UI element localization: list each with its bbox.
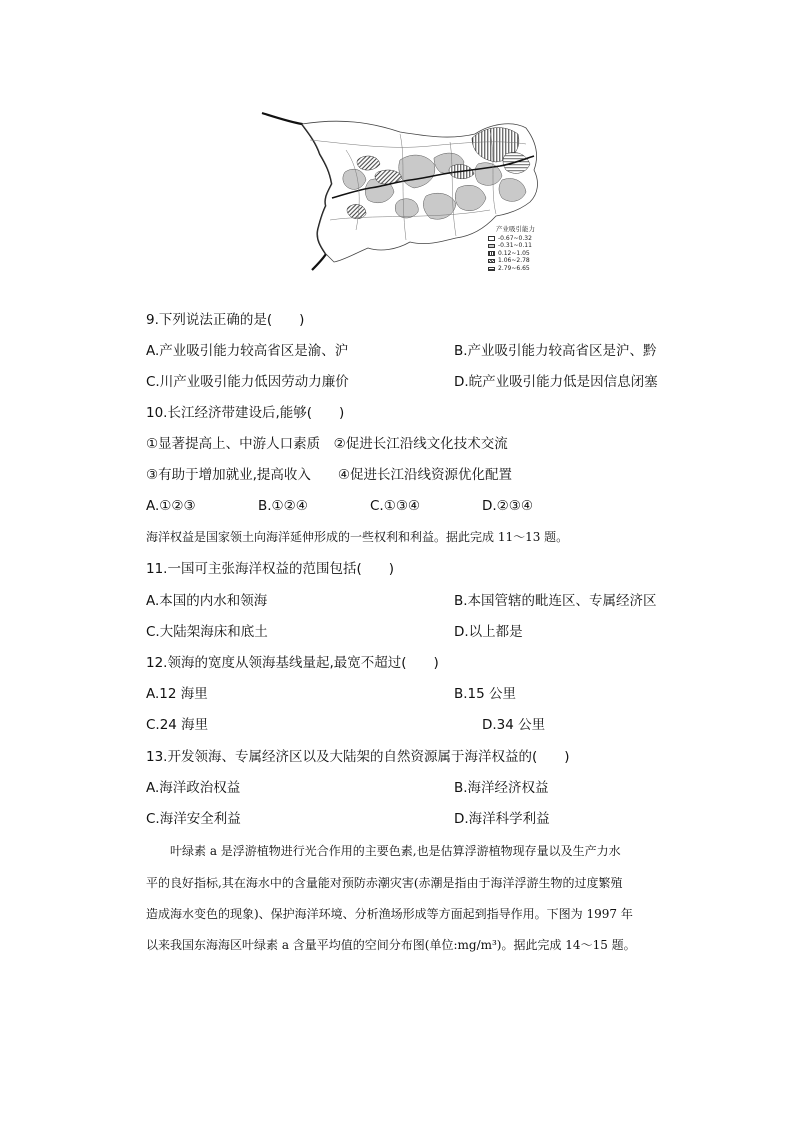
question-9-option-b: B.产业吸引能力较高省区是沪、黔 (454, 343, 657, 359)
question-12-option-d: D.34 公里 (482, 717, 546, 733)
question-10-statements-3-4: ③有助于增加就业,提高收入 ④促进长江沿线资源优化配置 (146, 467, 512, 483)
question-10-statements-1-2: ①显著提高上、中游人口素质 ②促进长江沿线文化技术交流 (146, 436, 508, 452)
question-10-option-a: A.①②③ (146, 498, 196, 514)
legend-label: -0.67~0.32 (498, 234, 532, 242)
passage-chlorophyll-line-4: 以来我国东海海区叶绿素 a 含量平均值的空间分布图(单位:mg/m³)。据此完成 14～15 题。 (146, 938, 636, 952)
legend-swatch (488, 251, 495, 256)
legend-item (488, 257, 535, 265)
legend-swatch (488, 236, 495, 241)
question-13-option-a: A.海洋政治权益 (146, 780, 241, 796)
map-legend (488, 226, 535, 273)
legend-label: 0.12~1.05 (498, 249, 530, 257)
legend-title: 产业吸引能力 (496, 225, 535, 233)
question-12-option-c: C.24 海里 (146, 717, 209, 733)
question-11-option-d: D.以上都是 (454, 624, 523, 640)
legend-item (488, 242, 535, 250)
passage-maritime-rights: 海洋权益是国家领土向海洋延伸形成的一些权利和利益。据此完成 11～13 题。 (146, 530, 569, 544)
legend-item (488, 250, 535, 258)
question-10-stem: 10.长江经济带建设后,能够( ) (146, 405, 345, 421)
question-9-option-c: C.川产业吸引能力低因劳动力廉价 (146, 374, 349, 390)
question-12-stem: 12.领海的宽度从领海基线量起,最宽不超过( ) (146, 655, 439, 671)
question-11-option-b: B.本国管辖的毗连区、专属经济区 (454, 593, 657, 609)
question-9-option-a: A.产业吸引能力较高省区是渝、沪 (146, 343, 349, 359)
legend-label: 2.79~6.65 (498, 264, 530, 272)
question-10-option-c: C.①③④ (370, 498, 421, 514)
question-12-option-a: A.12 海里 (146, 686, 208, 702)
passage-chlorophyll-line-2: 平的良好指标,其在海水中的含量能对预防赤潮灾害(赤潮是指由于海洋浮游生物的过度繁殖 (146, 876, 623, 890)
legend-label: 1.06~2.78 (498, 257, 530, 265)
question-12-option-b: B.15 公里 (454, 686, 517, 702)
question-13-option-b: B.海洋经济权益 (454, 780, 549, 796)
legend-item (488, 265, 535, 273)
question-10-option-b: B.①②④ (258, 498, 308, 514)
question-13-option-c: C.海洋安全利益 (146, 811, 241, 827)
legend-item (488, 235, 535, 243)
question-13-option-d: D.海洋科学利益 (454, 811, 550, 827)
legend-swatch (488, 267, 495, 272)
question-11-option-c: C.大陆架海床和底土 (146, 624, 268, 640)
question-13-stem: 13.开发领海、专属经济区以及大陆架的自然资源属于海洋权益的( ) (146, 749, 570, 765)
legend-label: -0.31~0.11 (498, 242, 532, 250)
question-10-option-d: D.②③④ (482, 498, 533, 514)
passage-chlorophyll-line-3: 造成海水变色的现象)、保护海洋环境、分析渔场形成等方面起到指导作用。下图为 1997 年 (146, 907, 633, 921)
question-9-stem: 9.下列说法正确的是( ) (146, 312, 305, 328)
question-9-option-d: D.皖产业吸引能力低是因信息闭塞 (454, 374, 658, 390)
question-11-stem: 11.一国可主张海洋权益的范围包括( ) (146, 561, 395, 577)
passage-chlorophyll-line-1: 叶绿素 a 是浮游植物进行光合作用的主要色素,也是估算浮游植物现存量以及生产力水 (170, 844, 621, 858)
question-11-option-a: A.本国的内水和领海 (146, 593, 268, 609)
legend-swatch (488, 244, 495, 249)
legend-swatch (488, 259, 495, 264)
